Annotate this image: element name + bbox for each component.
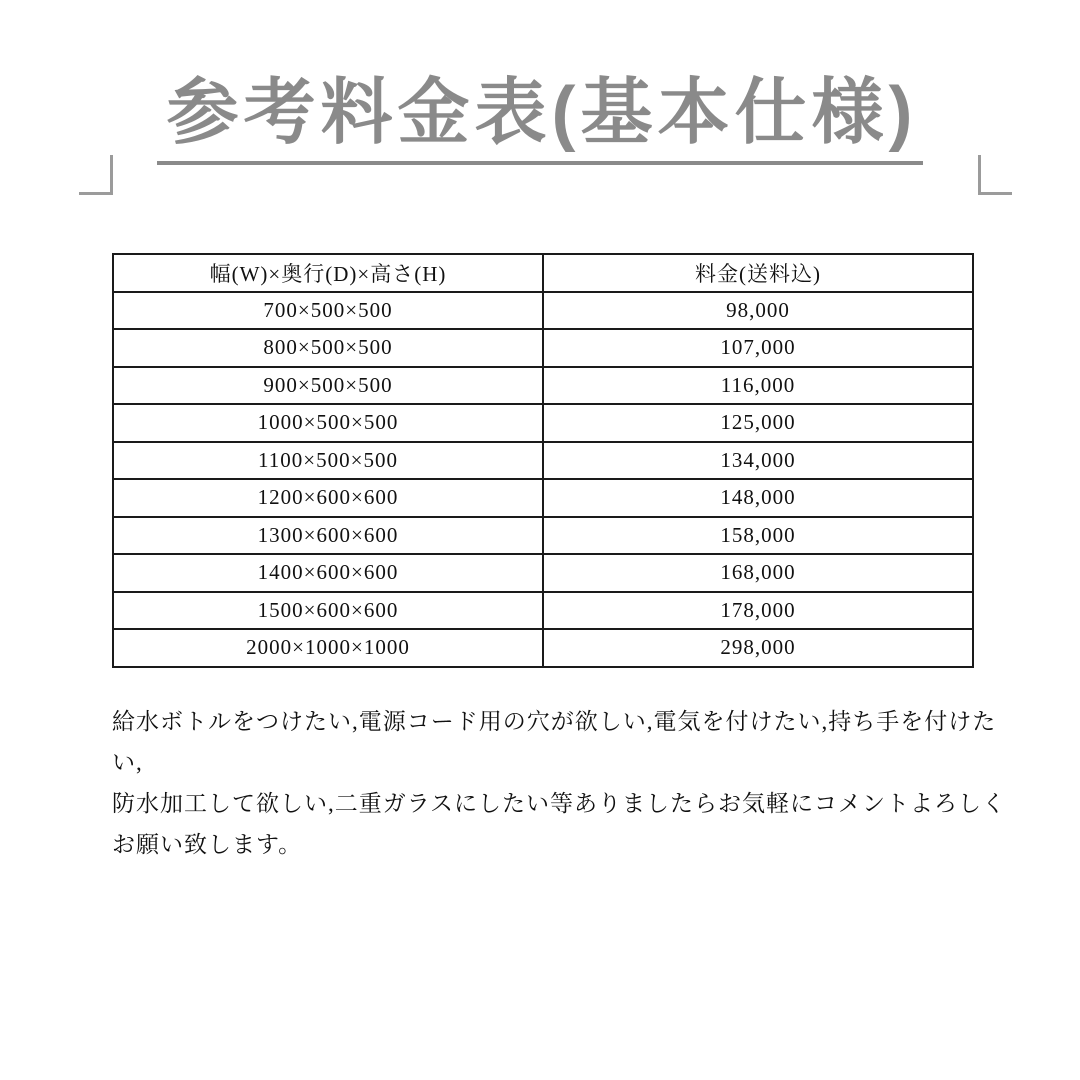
header-cell-price: 料金(送料込) bbox=[543, 254, 973, 292]
cell-price: 298,000 bbox=[543, 629, 973, 667]
page-title: 参考料金表(基本仕様) bbox=[157, 74, 924, 165]
note-line: 防水加工して欲しい,二重ガラスにしたい等ありましたらお気軽にコメントよろしく bbox=[112, 791, 1007, 816]
price-table bbox=[112, 253, 974, 668]
cell-price: 98,000 bbox=[543, 292, 973, 330]
cell-dimensions: 2000×1000×1000 bbox=[113, 629, 543, 667]
cell-dimensions: 1400×600×600 bbox=[113, 554, 543, 592]
table-row bbox=[113, 367, 973, 405]
cell-dimensions: 1300×600×600 bbox=[113, 517, 543, 555]
cell-price: 158,000 bbox=[543, 517, 973, 555]
table-row bbox=[113, 442, 973, 480]
cell-price: 148,000 bbox=[543, 479, 973, 517]
table-header-row bbox=[113, 254, 973, 292]
notes-paragraph bbox=[112, 701, 1012, 865]
table-row bbox=[113, 554, 973, 592]
cell-price: 168,000 bbox=[543, 554, 973, 592]
table-row bbox=[113, 479, 973, 517]
cell-dimensions: 1500×600×600 bbox=[113, 592, 543, 630]
cell-price: 134,000 bbox=[543, 442, 973, 480]
title-row bbox=[0, 74, 1080, 165]
table-row bbox=[113, 629, 973, 667]
corner-bracket-left-icon bbox=[79, 155, 113, 195]
cell-dimensions: 1000×500×500 bbox=[113, 404, 543, 442]
note-line: 給水ボトルをつけたい,電源コード用の穴が欲しい,電気を付けたい,持ち手を付けたい, bbox=[112, 709, 997, 775]
cell-dimensions: 800×500×500 bbox=[113, 329, 543, 367]
table-row bbox=[113, 592, 973, 630]
cell-price: 107,000 bbox=[543, 329, 973, 367]
cell-dimensions: 1100×500×500 bbox=[113, 442, 543, 480]
cell-price: 178,000 bbox=[543, 592, 973, 630]
cell-dimensions: 900×500×500 bbox=[113, 367, 543, 405]
table-row bbox=[113, 292, 973, 330]
corner-bracket-right-icon bbox=[978, 155, 1012, 195]
cell-dimensions: 700×500×500 bbox=[113, 292, 543, 330]
cell-dimensions: 1200×600×600 bbox=[113, 479, 543, 517]
table-row bbox=[113, 517, 973, 555]
note-line: お願い致します。 bbox=[112, 832, 303, 857]
cell-price: 116,000 bbox=[543, 367, 973, 405]
cell-price: 125,000 bbox=[543, 404, 973, 442]
table-row bbox=[113, 404, 973, 442]
table-row bbox=[113, 329, 973, 367]
header-cell-dimensions: 幅(W)×奥行(D)×高さ(H) bbox=[113, 254, 543, 292]
